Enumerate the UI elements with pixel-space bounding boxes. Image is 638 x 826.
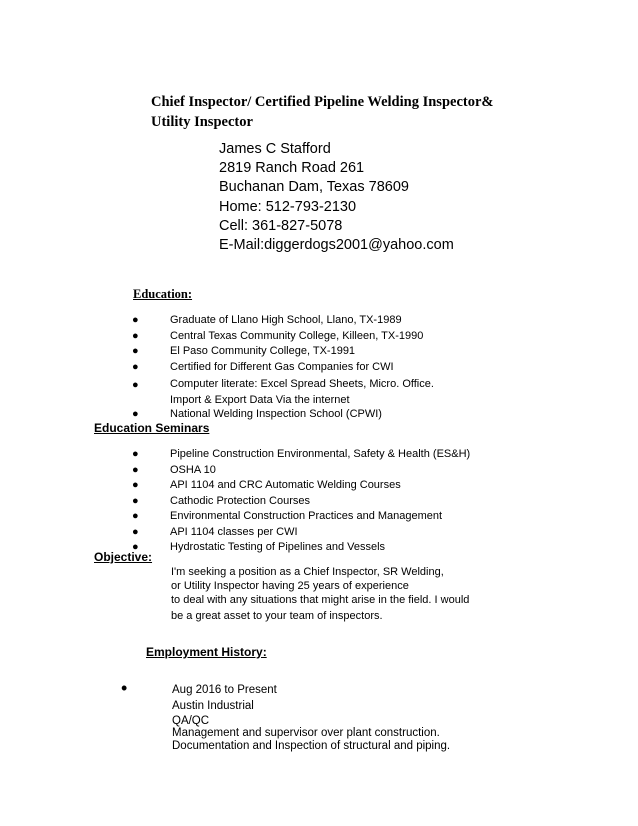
seminars-list [132,447,471,556]
bullet-icon: ● [132,510,139,522]
bullet-icon: ● [132,541,139,553]
bullet-icon: • [121,678,128,698]
seminars-heading: Education Seminars [94,421,210,435]
contact-block [219,140,454,255]
list-item: ● Certified for Different Gas Companies for CWI [170,360,434,376]
bullet-icon: ● [132,448,139,460]
list-item: ● Pipeline Construction Environmental, Safety & Health (ES&H) [170,447,470,463]
contact-home-phone: Home: 512-793-2130 [219,198,357,215]
list-item-continuation: Import & Export Data Via the internet [170,393,350,406]
resume-title [151,92,493,132]
bullet-icon: ● [132,379,139,391]
bullet-icon: ● [132,314,139,326]
objective-text [171,566,469,623]
bullet-icon: ● [132,345,139,357]
employment-heading: Employment History: [146,645,267,659]
list-item: ● OSHA 10 [170,463,470,479]
list-item: ● National Welding Inspection School (CPWI) [170,407,434,423]
objective-line: or Utility Inspector having 25 years of experience [171,579,409,592]
bullet-icon: ● [132,525,139,538]
list-item: ● API 1104 and CRC Automatic Welding Courses [170,478,470,494]
objective-line: I'm seeking a position as a Chief Inspector, SR Welding, [171,566,444,578]
education-list [132,313,434,423]
job-company: Austin Industrial [172,700,254,712]
bullet-icon: ● [132,408,139,420]
bullet-icon: ● [132,479,139,491]
bullet-icon: ● [132,329,139,342]
objective-line: be a great asset to your team of inspectors. [171,609,383,622]
list-item: ● Central Texas Community College, Killeen, TX-1990 [170,329,434,345]
list-item: ● Computer literate: Excel Spread Sheets, Micro. Office. [170,377,434,393]
title-line-1: Chief Inspector/ Certified Pipeline Welding Inspector& [151,94,494,110]
list-item: ● Cathodic Protection Courses [170,494,470,510]
contact-name: James C Stafford [219,141,331,157]
bullet-icon: ● [132,463,139,476]
list-item: ● Graduate of Llano High School, Llano, TX-1989 [170,313,434,329]
objective-line: to deal with any situations that might arise in the field. I would [171,594,470,606]
job-role: QA/QC [172,715,210,727]
list-item: ● Hydrostatic Testing of Pipelines and Vessels [170,540,470,556]
contact-email: E-Mail:diggerdogs2001@yahoo.com [219,237,454,254]
objective-heading: Objective: [94,550,153,564]
education-heading: Education: [133,287,193,301]
contact-address-2: Buchanan Dam, Texas 78609 [219,179,409,196]
title-line-2: Utility Inspector [151,114,253,130]
contact-address-1: 2819 Ranch Road 261 [219,160,365,177]
list-item: ● Environmental Construction Practices and Management [170,509,470,525]
list-item: ● El Paso Community College, TX-1991 [170,344,434,360]
job-entry [172,683,450,753]
bullet-icon: ● [132,494,139,507]
job-description: Management and supervisor over plant construction. [172,727,440,739]
bullet-icon: ● [132,360,139,373]
list-item: ● API 1104 classes per CWI [170,525,470,541]
job-description: Documentation and Inspection of structural and piping. [172,739,451,752]
job-dates: Aug 2016 to Present [172,684,277,696]
contact-cell-phone: Cell: 361-827-5078 [219,217,343,234]
